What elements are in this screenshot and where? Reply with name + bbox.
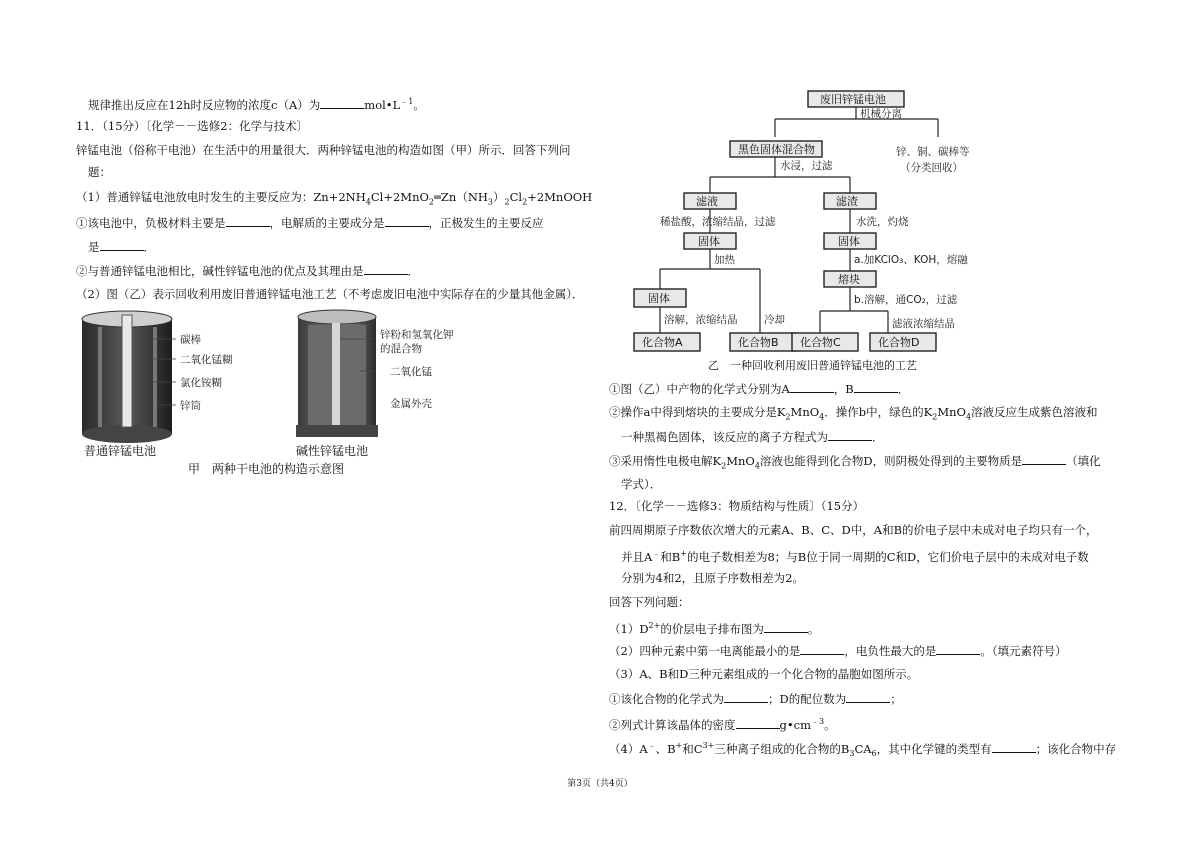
text-line: 分别为4和2，且原子序数相差为2。 [621, 571, 804, 585]
answer-blank [320, 96, 364, 109]
text-line: ①图（乙）中产物的化学式分别为A ，B ． [609, 382, 910, 396]
answer-blank [764, 620, 808, 633]
label-zinc-can: 锌筒 [180, 400, 201, 412]
ordinary-battery-name: 普通锌锰电池 [84, 444, 157, 458]
answer-blank [364, 262, 408, 275]
alkaline-battery-drawing [296, 310, 378, 437]
flow-compound-b: 化合物B [738, 336, 779, 349]
text-line: （4）A﹣、B+和$C^{3+}$三种离子组成的化合物的$B_3CA_6$，其中化学键的类型有 ；该化合物中存 [609, 741, 1117, 759]
text-line: 锌锰电池（俗称干电池）在生活中的用量很大．两种锌锰电池的构造如图（甲）所示．回答下列问 [76, 143, 571, 157]
answer-blank [828, 428, 872, 441]
label-nh4cl-paste: 氯化铵糊 [180, 377, 222, 389]
answer-blank [854, 380, 898, 393]
text-line: ①该电池中，负极材料主要是 ，电解质的主要成分是 ，正极发生的主要反应 [76, 216, 544, 230]
flow-compound-d: 化合物D [878, 336, 920, 349]
text-line: 前四周期原子序数依次增大的元素A、B、C、D中，A和B的价电子层中未成对电子均只有一个， [609, 523, 1098, 537]
flow-text-other-note: （分类回收） [900, 162, 963, 174]
text-line: $(1)D^{2+}$的价层电子排布图为 。 [609, 621, 820, 636]
text-line: （3）A、B和D三种元素组成的一个化合物的晶胞如图所示。 [609, 667, 919, 681]
flow-op-a: a.加KClO₃、KOH，熔融 [854, 254, 968, 266]
flow-op-acid: 稀盐酸，浓缩结晶，过滤 [660, 216, 776, 228]
flow-op-dissolve: 溶解，浓缩结晶 [664, 314, 738, 326]
flow-op-wash: 水洗，灼烧 [856, 216, 909, 228]
text-line: （1）普通锌锰电池放电时发生的主要反应为：$Zn+2NH_4Cl+2MnO_2═Zn(NH_3)_2Cl_2+2MnOOH$ [76, 190, 593, 207]
answer-blank [936, 642, 980, 655]
label-zn-koh: 锌粉和氢氧化钾 [380, 329, 454, 341]
flow-text-mix: 黑色固体混合物 [738, 143, 815, 156]
answer-blank [992, 740, 1036, 753]
text-line: ③采用惰性电极电解$K_2MnO_4$溶液也能得到化合物D，则阴极处得到的主要物质是 （填化 [609, 454, 1101, 471]
flow-op-b: b.溶解，通CO₂，过滤 [854, 294, 958, 306]
flow-op-leach: 水浸，过滤 [780, 160, 833, 172]
text-line: 规律推出反应在12h时反应物的浓度c（A）为 $mol•L^{﹣1}$。 [88, 97, 425, 112]
flow-text-top: 废旧锌锰电池 [820, 93, 886, 106]
recycling-flowchart [620, 85, 1010, 375]
flow-compound-a: 化合物A [642, 336, 683, 349]
flow-compound-c: 化合物C [800, 336, 841, 349]
flow-text-solid-right: 固体 [838, 235, 860, 248]
label-mno2-paste: 二氧化锰糊 [180, 354, 233, 366]
text-line: ②操作a中得到熔块的主要成分是$K_2MnO_4$．操作b中，绿色的$K_2MnO_4$溶液反应生成紫色溶液和 [609, 405, 1098, 422]
text-line: ①该化合物的化学式为 ；D的配位数为 ； [609, 692, 902, 706]
answer-blank [736, 716, 780, 729]
page-footer: 第3页（共4页） [567, 779, 633, 789]
flow-text-solid-left: 固体 [698, 235, 720, 248]
question-heading: 11．（15分）〔化学－－选修2：化学与技术〕 [76, 119, 309, 133]
flow-text-filtrate: 滤液 [696, 195, 718, 208]
question-heading: 12．〔化学－－选修3：物质结构与性质〕（15分） [609, 499, 865, 513]
flow-op-cool: 冷却 [764, 314, 785, 326]
answer-blank [226, 214, 270, 227]
label-mno2: 二氧化锰 [390, 366, 432, 378]
answer-blank [846, 690, 890, 703]
flow-text-melt: 熔块 [838, 273, 860, 286]
answer-blank [385, 214, 429, 227]
answer-blank [1022, 452, 1066, 465]
ordinary-battery-drawing [82, 311, 172, 443]
text-line: ②与普通锌锰电池相比，碱性锌锰电池的优点及其理由是 ． [76, 264, 419, 278]
label-mixture: 的混合物 [380, 343, 422, 355]
battery-structure-figure [70, 305, 490, 480]
flow-op-filtconc: 滤液浓缩结晶 [892, 318, 955, 330]
text-line: 一种黑褐色固体，该反应的离子方程式为 ． [621, 430, 884, 444]
label-carbon-rod: 碳棒 [180, 334, 201, 346]
alkaline-battery-name: 碱性锌锰电池 [296, 444, 369, 458]
text-line: 并且A﹣和B+的电子数相差为8；与B位于同一周期的C和D，它们价电子层中的未成对电子数 [621, 549, 1089, 564]
figure-caption-yi: 乙 一种回收利用废旧普通锌锰电池的工艺 [708, 359, 917, 372]
answer-blank [724, 690, 768, 703]
text-line: 回答下列问题： [609, 595, 690, 609]
label-metal-shell: 金属外壳 [390, 398, 432, 410]
text-line: （2）四种元素中第一电离能最小的是 ，电负性最大的是 。（填元素符号） [609, 644, 1067, 658]
flow-text-solid-lower: 固体 [648, 292, 670, 305]
text-line: 学式）． [621, 477, 662, 491]
text-line: ②列式计算该晶体的密度 $g•cm^{﹣3}$。 [609, 717, 836, 732]
figure-caption-jia: 甲 两种干电池的构造示意图 [188, 462, 345, 476]
answer-blank [790, 380, 834, 393]
flow-text-other: 锌、铜、碳棒等 [896, 146, 970, 158]
flow-op-heat: 加热 [714, 254, 735, 266]
answer-blank [100, 238, 144, 251]
text-line: 是 ． [88, 240, 155, 254]
answer-blank [800, 642, 844, 655]
flow-text-residue: 滤渣 [836, 195, 858, 208]
text-line: （2）图（乙）表示回收利用废旧普通锌锰电池工艺（不考虑废旧电池中实际存在的少量其他金属）． [76, 287, 584, 301]
flow-op-separation: 机械分离 [860, 108, 902, 120]
text-line: 题： [88, 165, 111, 179]
